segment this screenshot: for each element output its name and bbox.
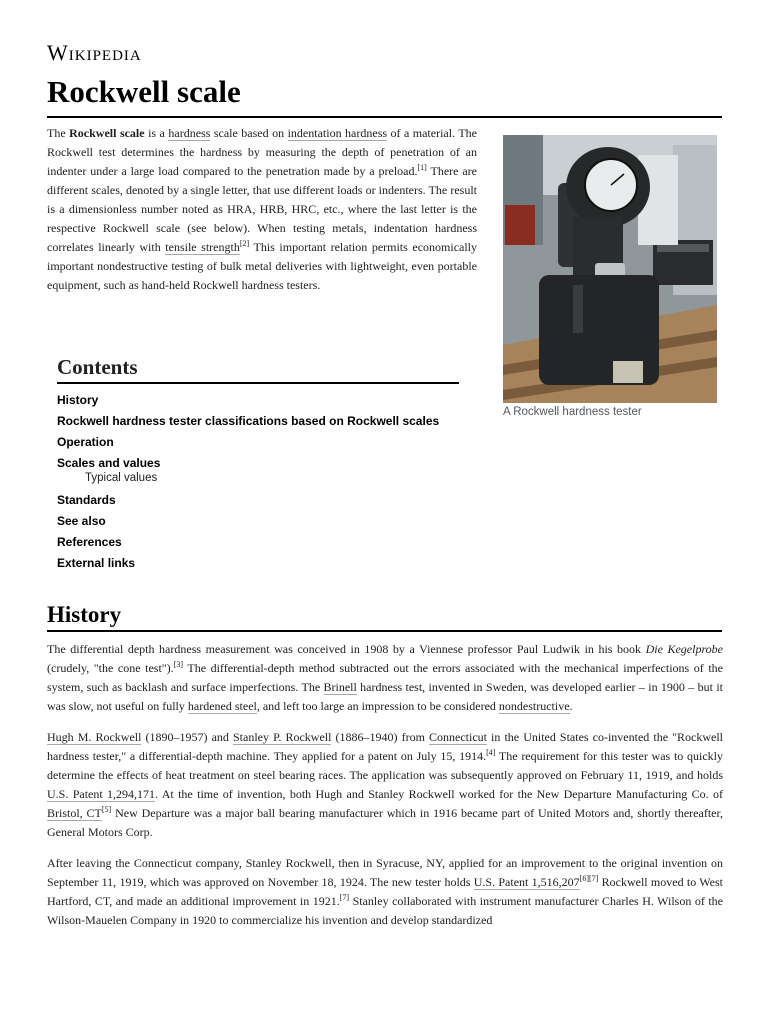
- toc-item-classifications[interactable]: Rockwell hardness tester classifications based on Rockwell scales: [57, 414, 440, 428]
- link-nondestructive[interactable]: nondestructive: [498, 699, 570, 713]
- toc-subitem-typical-values[interactable]: Typical values: [85, 472, 158, 484]
- lead-text: The: [47, 126, 70, 140]
- rockwell-tester-illustration: [503, 135, 717, 403]
- body-text: , and left too large an impression to be considered: [256, 699, 499, 713]
- body-text: hardness test, invented in Sweden, was developed earlier – in 1900 – but it was slow, not useful on fully: [47, 680, 723, 713]
- link-tensile-strength[interactable]: tensile strength: [165, 240, 240, 254]
- ref-3[interactable]: [3]: [173, 660, 184, 669]
- body-text: Rockwell moved to West Hartford, CT, and made an additional improvement in 1921.: [47, 875, 723, 908]
- history-paragraph-3: [47, 854, 723, 930]
- toc-list: [57, 390, 477, 574]
- toc-item-references[interactable]: References: [57, 535, 122, 549]
- link-hardness[interactable]: hardness: [168, 126, 211, 140]
- lead-paragraph: [47, 124, 477, 295]
- body-text: in the United States co-invented the "Rockwell hardness tester," a differential-depth machine. They applied for a patent on July 15, 1914.: [47, 730, 723, 763]
- lead-text: of a material. The Rockwell test determines the hardness by measuring the depth of penetration of an indenter under a large load compared to the penetration made by a preload.: [47, 126, 478, 178]
- wikipedia-wordmark[interactable]: Wikipedia: [47, 40, 142, 65]
- link-patent-1516207[interactable]: U.S. Patent 1,516,207: [473, 875, 580, 889]
- link-brinell[interactable]: Brinell: [323, 680, 357, 694]
- body-text: (1886–1940) from: [331, 730, 429, 744]
- book-title: Die Kegelprobe: [645, 642, 723, 656]
- history-section: [47, 640, 723, 942]
- link-hugh-rockwell[interactable]: Hugh M. Rockwell: [47, 730, 142, 744]
- toc-item-history[interactable]: History: [57, 393, 99, 407]
- body-text: The requirement for this tester was to quickly determine the effects of heat treatment on steel bearing races. The application was subsequently approved on February 11, 1919, and holds: [47, 749, 724, 782]
- link-patent-1294171[interactable]: U.S. Patent 1,294,171: [47, 787, 156, 801]
- toc-item-see-also[interactable]: See also: [57, 514, 106, 528]
- body-text: . At the time of invention, both Hugh and Stanley Rockwell worked for the New Departure Manufacturing Co. of: [155, 787, 723, 801]
- body-text: Stanley collaborated with instrument manufacturer Charles H. Wilson of the Wilson-Mauelen Company in 1920 to commercialize his invention and develop standardized: [47, 894, 723, 927]
- lead-text: There are different scales, denoted by a single letter, that use different loads or indenters. The result is a dimensionless number noted as HRA, HRB, HRC, etc., where the last letter is the respective Rockwell scale (see below). When testing metals, indentation hardness correlates linearly with: [47, 164, 477, 254]
- body-text: (crudely, "the cone test").: [47, 661, 174, 675]
- ref-7[interactable]: [7]: [589, 874, 599, 883]
- table-of-contents: [57, 355, 477, 574]
- section-divider: [47, 630, 722, 632]
- body-text: The differential depth hardness measurement was conceived in 1908 by a Viennese professor Paul Ludwik in his book: [47, 642, 646, 656]
- infobox: [503, 135, 717, 418]
- body-text: The differential-depth method subtracted out the errors associated with the mechanical imperfections of the system, such as backlash and surface imperfections. The: [47, 661, 724, 694]
- body-text: .: [569, 699, 573, 713]
- ref-1[interactable]: [1]: [417, 163, 427, 172]
- link-connecticut[interactable]: Connecticut: [429, 730, 487, 744]
- toc-item-standards[interactable]: Standards: [57, 493, 116, 507]
- lead-text: scale based on: [210, 126, 288, 140]
- toc-item-operation[interactable]: Operation: [57, 435, 114, 449]
- toc-title: Contents: [57, 355, 459, 384]
- history-paragraph-1: [47, 640, 723, 716]
- link-indentation-hardness[interactable]: indentation hardness: [287, 126, 388, 140]
- ref-5[interactable]: [5]: [101, 805, 112, 814]
- lead-bold-term: Rockwell scale: [69, 126, 145, 140]
- lead-text: This important relation permits economically important nondestructive testing of bulk metal deliveries with lightweight, even portable equipment, such as hand-held Rockwell hardness testers.: [47, 240, 478, 292]
- ref-6[interactable]: [6]: [579, 874, 590, 883]
- ref-4[interactable]: [4]: [486, 748, 496, 757]
- photo-caption: A Rockwell hardness tester: [503, 406, 642, 418]
- ref-2[interactable]: [2]: [239, 239, 250, 248]
- body-text: After leaving the Connecticut company, Stanley Rockwell, then in Syracuse, NY, applied for an improvement to the original invention on September 11, 1919, which was approved on November 18, 1924. The new tester holds: [47, 856, 723, 889]
- body-text: (1890–1957) and: [141, 730, 233, 744]
- link-bristol-ct[interactable]: Bristol, CT: [47, 806, 102, 820]
- section-heading-history: History: [47, 602, 122, 627]
- rockwell-tester-photo[interactable]: [503, 135, 717, 403]
- ref-7[interactable]: [7]: [339, 893, 350, 902]
- history-paragraph-2: [47, 728, 723, 842]
- body-text: New Departure was a major ball bearing manufacturer which in 1916 became part of United Motors and, shortly thereafter, General Motors Corp.: [47, 806, 723, 839]
- page-title: Rockwell scale: [47, 74, 241, 109]
- toc-item-external-links[interactable]: External links: [57, 556, 136, 570]
- toc-item-scales-and-values[interactable]: Scales and values: [57, 456, 161, 470]
- link-hardened-steel[interactable]: hardened steel: [187, 699, 257, 713]
- title-divider: [47, 116, 722, 118]
- lead-text: is a: [144, 126, 169, 140]
- link-stanley-rockwell[interactable]: Stanley P. Rockwell: [233, 730, 332, 744]
